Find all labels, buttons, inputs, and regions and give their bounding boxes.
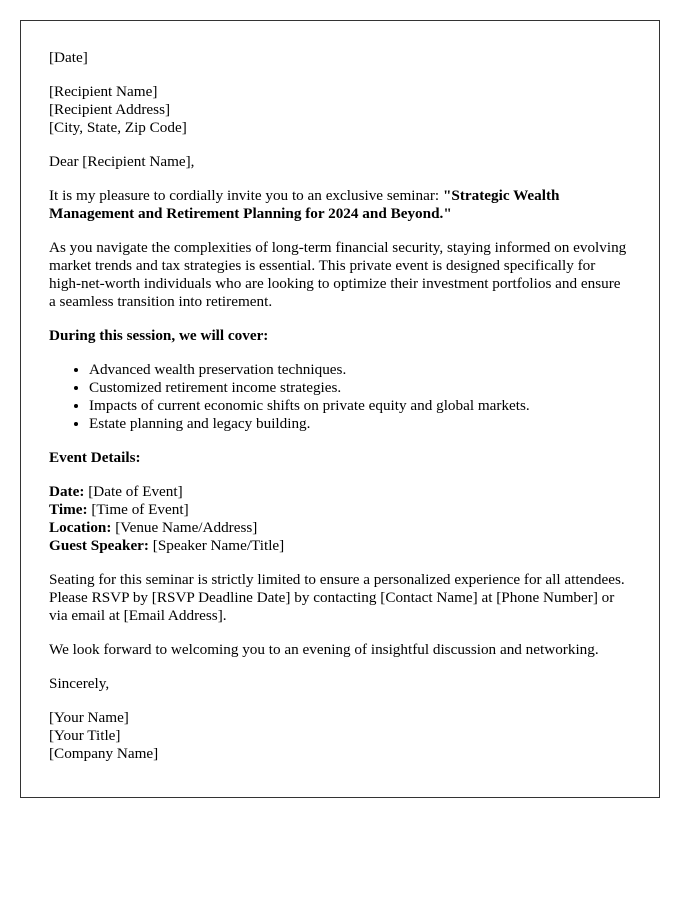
topics-list [49,361,631,433]
letter-date: [Date] [49,49,88,66]
detail-guest-speaker [49,537,631,555]
signature-company: [Company Name] [49,745,159,762]
intro-paragraph [49,187,631,223]
context-paragraph: As you navigate the complexities of long-term financial security, staying informed on evolving market trends and tax strategies is essential. This private event is designed specifically for high-net-worth individuals who are looking to optimize their investment portfolios and ensure a seamless transition into retirement. [49,239,627,310]
list-item: • Estate planning and legacy building. [89,415,631,433]
recipient-address: [Recipient Address] [49,101,171,118]
intro-text: It is my pleasure to cordially invite you to an exclusive seminar: [49,187,443,204]
rsvp-paragraph: Seating for this seminar is strictly limited to ensure a personalized experience for all attendees. Please RSVP by [RSVP Deadline Date] by contacting [Contact Name] at [Phone Number] or via email at [Email Address]. [49,571,625,624]
list-item: • Advanced wealth preservation techniques. [89,361,631,379]
details-heading-text: Event Details: [49,449,141,466]
salutation: Dear [Recipient Name], [49,153,195,170]
recipient-name: [Recipient Name] [49,83,158,100]
detail-label: Guest Speaker: [49,537,149,554]
signature-block [49,709,631,763]
detail-date [49,483,631,501]
session-heading-text: During this session, we will cover: [49,327,269,344]
detail-value: [Venue Name/Address] [111,519,258,536]
detail-value: [Speaker Name/Title] [148,537,285,554]
detail-label: Date: [49,483,85,500]
list-item: • Impacts of current economic shifts on private equity and global markets. [89,397,631,415]
details-heading [49,449,631,467]
sign-off: Sincerely, [49,675,110,692]
seminar-title: "Strategic Wealth Management and Retirement Planning for 2024 and Beyond." [49,187,560,222]
detail-label: Time: [49,501,88,518]
letter-document [20,20,660,798]
detail-label: Location: [49,519,112,536]
closing-paragraph: We look forward to welcoming you to an evening of insightful discussion and networking. [49,641,599,658]
event-details [49,483,631,555]
detail-value: [Date of Event] [84,483,183,500]
detail-time [49,501,631,519]
detail-location [49,519,631,537]
recipient-city-state-zip: [City, State, Zip Code] [49,119,187,136]
detail-value: [Time of Event] [87,501,189,518]
list-item: • Customized retirement income strategies. [89,379,631,397]
session-heading [49,327,631,345]
signature-title: [Your Title] [49,727,121,744]
recipient-block [49,83,631,137]
signature-name: [Your Name] [49,709,129,726]
